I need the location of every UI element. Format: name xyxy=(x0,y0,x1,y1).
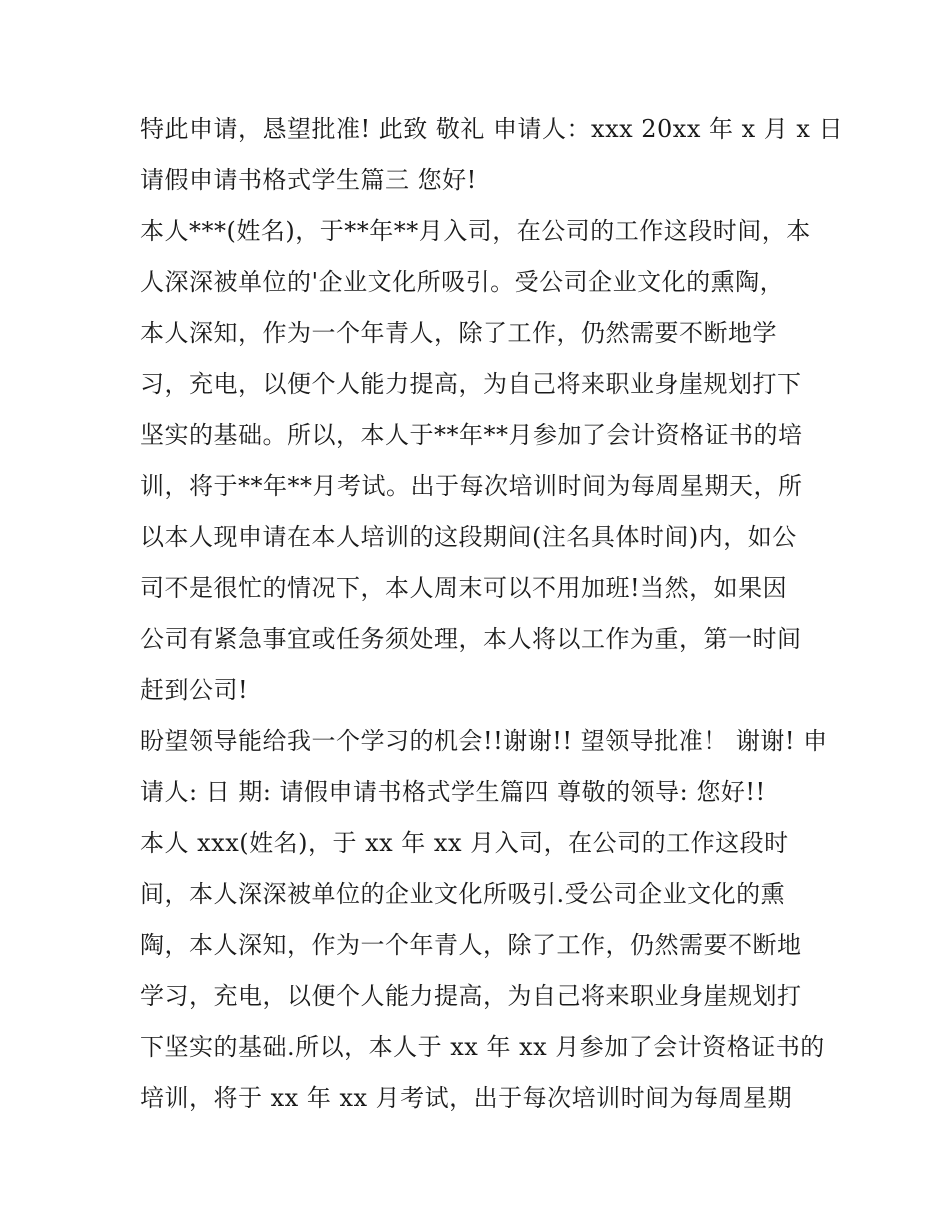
text-line: 本人***(姓名)，于**年**月入司，在公司的工作这段时间，本 xyxy=(140,217,811,245)
text-line: 人深深被单位的'企业文化所吸引。受公司企业文化的熏陶， xyxy=(140,268,785,296)
text-line: 坚实的基础。所以，本人于**年**月参加了会计资格证书的培 xyxy=(140,421,803,449)
text-line: 间，本人深深被单位的企业文化所吸引.受公司企业文化的熏 xyxy=(140,880,786,908)
text-line: 本人深知，作为一个年青人，除了工作，仍然需要不断地学 xyxy=(140,319,777,347)
text-line: 司不是很忙的情况下，本人周末可以不用加班!当然，如果因 xyxy=(140,574,788,602)
text-line: 特此申请，恳望批准! 此致 敬礼 申请人：xxx 20xx 年 x 月 x 日 xyxy=(140,115,844,143)
text-line: 本人 xxx(姓名)，于 xx 年 xx 月入司，在公司的工作这段时 xyxy=(140,829,789,857)
text-line: 请假申请书格式学生篇三 您好! xyxy=(140,166,477,194)
text-line: 陶，本人深知，作为一个年青人，除了工作，仍然需要不断地 xyxy=(140,931,802,959)
document-body xyxy=(140,104,844,1124)
text-line: 习，充电，以便个人能力提高，为自己将来职业身崖规划打下 xyxy=(140,370,802,398)
text-line: 下坚实的基础.所以，本人于 xx 年 xx 月参加了会计资格证书的 xyxy=(140,1033,825,1061)
text-line: 培训，将于 xx 年 xx 月考试，出于每次培训时间为每周星期 xyxy=(140,1084,793,1112)
text-line: 以本人现申请在本人培训的这段期间(注名具体时间)内，如公 xyxy=(140,523,797,551)
text-line: 请人: 日 期: 请假申请书格式学生篇四 尊敬的领导: 您好!! xyxy=(140,778,766,806)
text-line: 盼望领导能给我一个学习的机会!!谢谢!! 望领导批准！ 谢谢! 申 xyxy=(140,727,828,755)
text-line: 赶到公司! xyxy=(140,676,249,704)
text-line: 训，将于**年**月考试。出于每次培训时间为每周星期天，所 xyxy=(140,472,803,500)
text-line: 学习，充电，以便个人能力提高，为自己将来职业身崖规划打 xyxy=(140,982,802,1010)
text-line: 公司有紧急事宜或任务须处理，本人将以工作为重，第一时间 xyxy=(140,625,802,653)
